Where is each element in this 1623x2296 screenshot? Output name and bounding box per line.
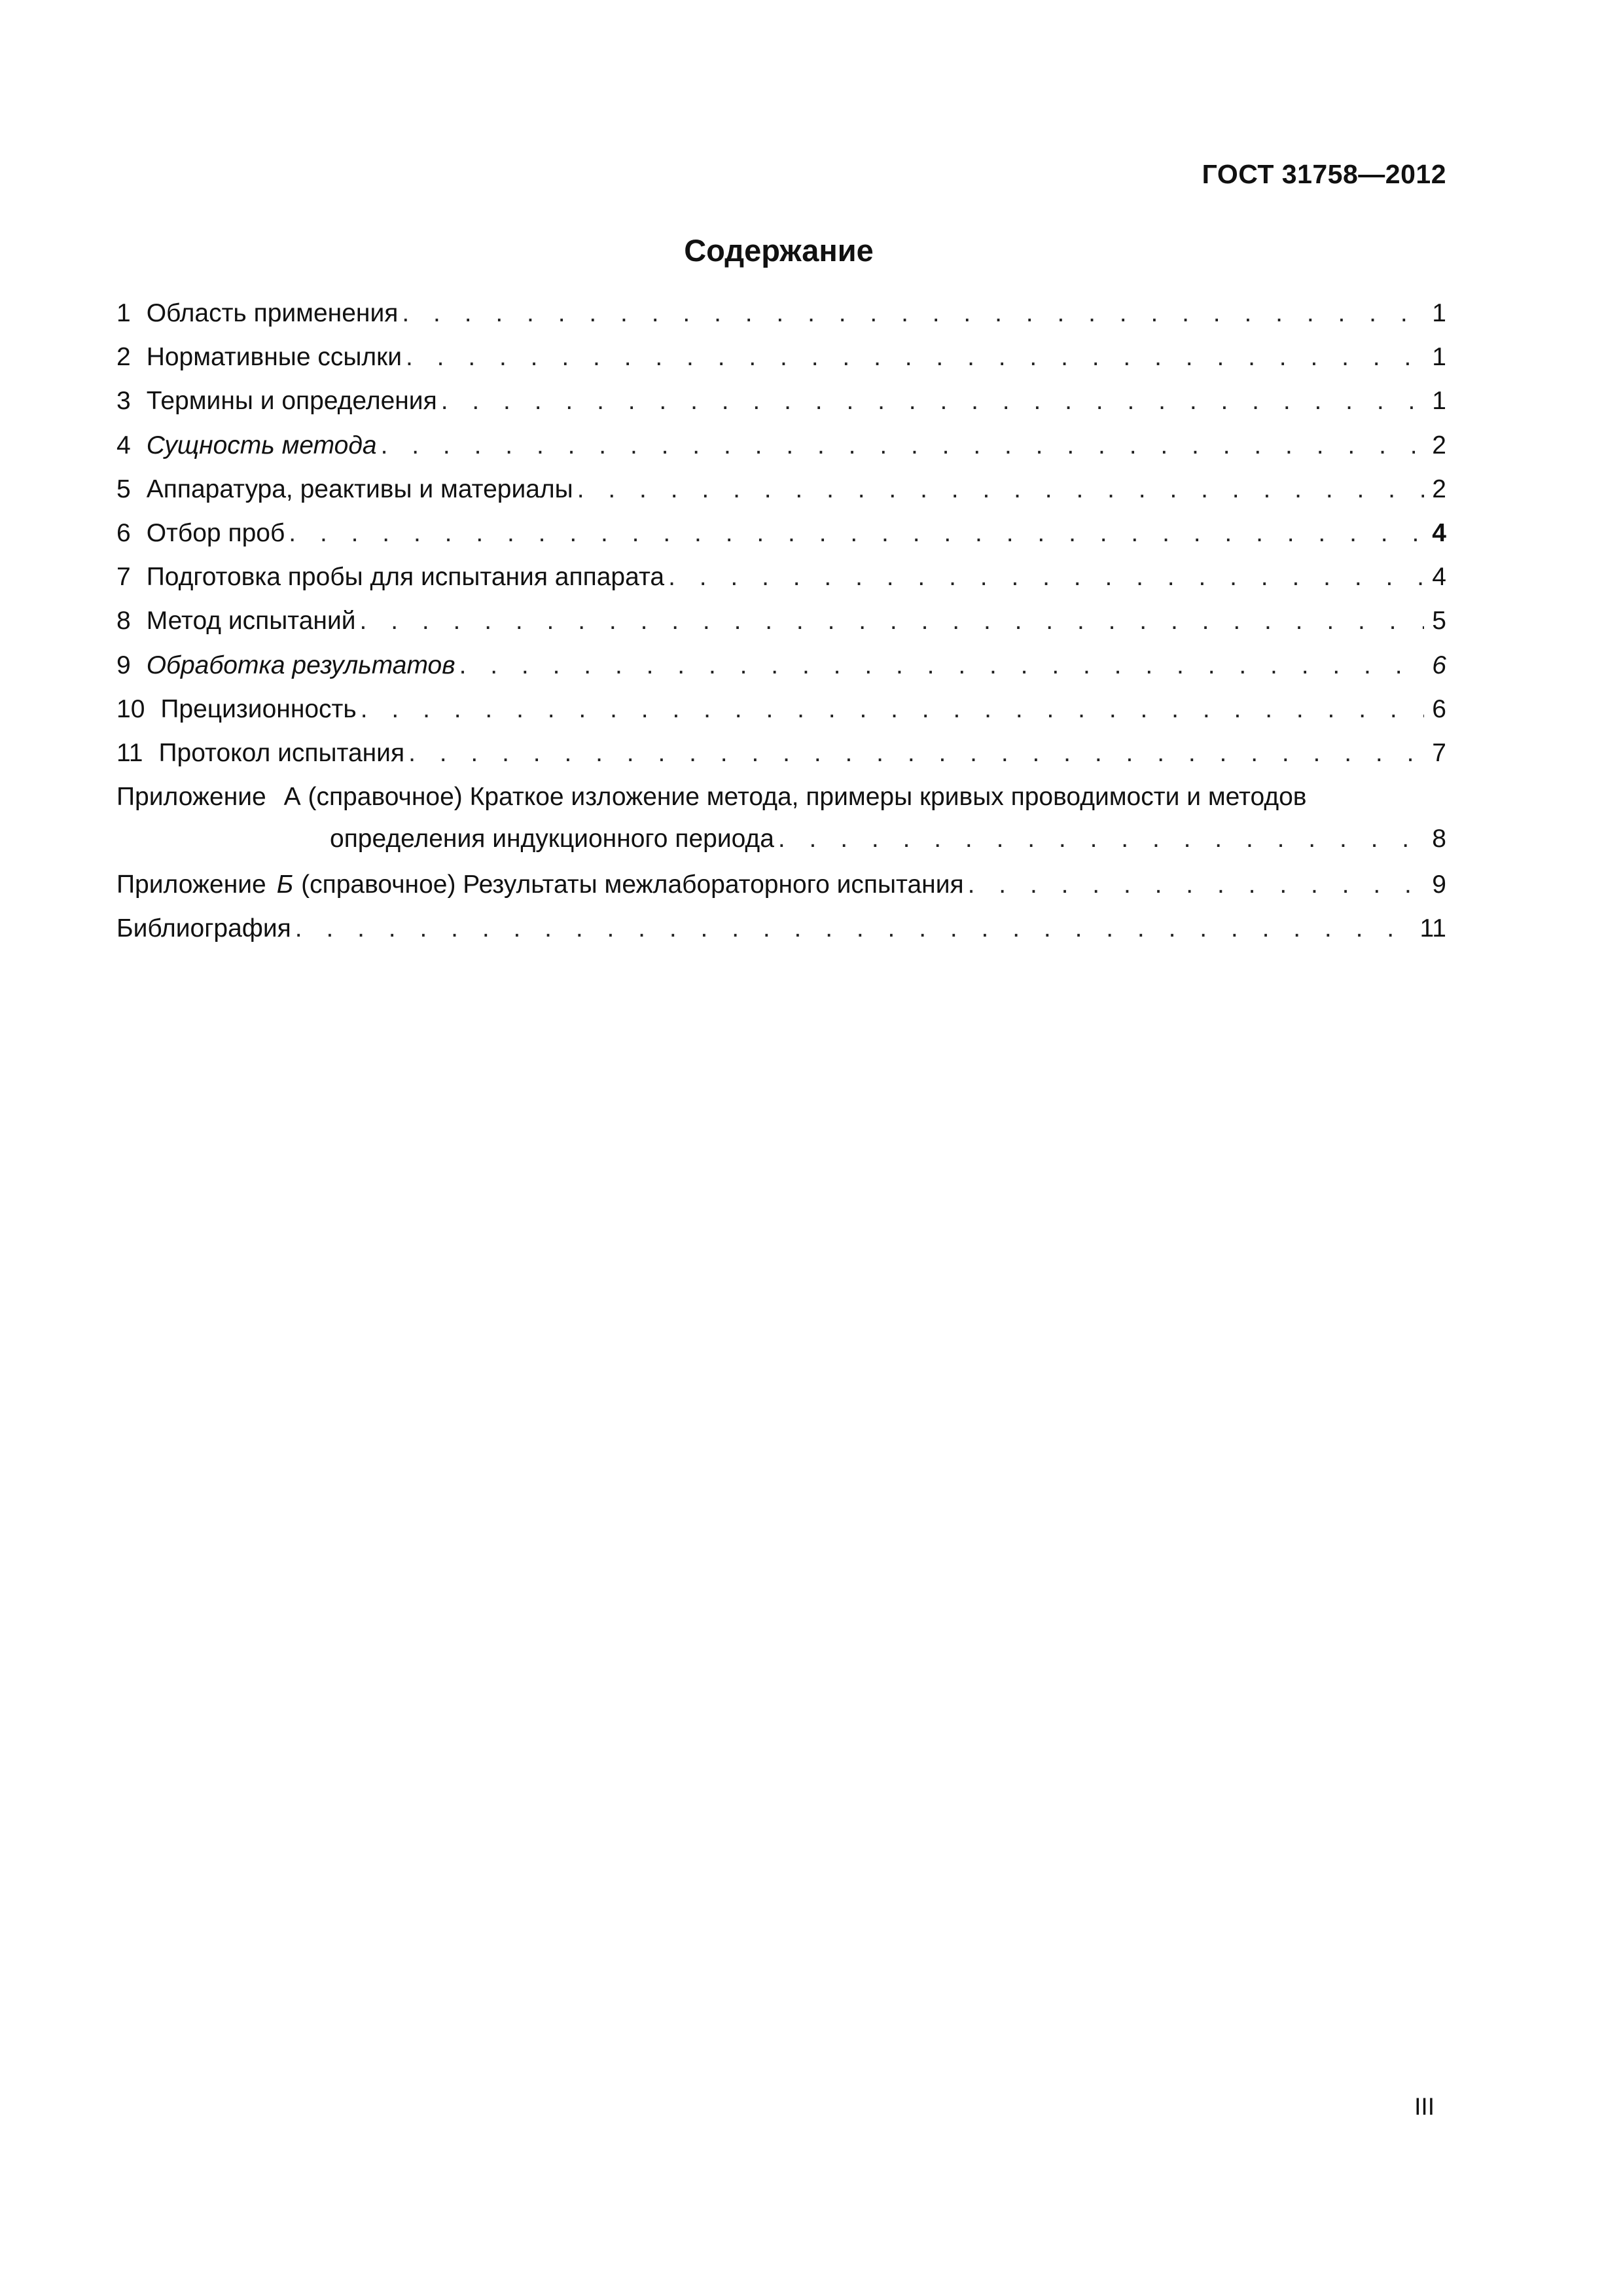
dot-leader: [441, 387, 1424, 416]
dot-leader: [668, 563, 1424, 592]
toc-entry-number: 6: [116, 518, 131, 547]
toc-entry[interactable]: [116, 431, 1446, 475]
toc-entry-number: 3: [116, 387, 131, 416]
toc-entry[interactable]: [116, 475, 1446, 519]
dot-leader: [778, 825, 1424, 853]
toc-entry[interactable]: [116, 739, 1446, 783]
annex-title-continuation: определения индукционного периода: [330, 825, 774, 853]
toc-entry-page: 8: [1432, 825, 1446, 853]
toc-entry-title: Аппаратура, реактивы и материалы: [146, 475, 573, 503]
toc-annex-a[interactable]: [116, 783, 1446, 870]
toc-entry-title: Сущность метода: [146, 431, 377, 459]
dot-leader: [968, 870, 1424, 899]
dot-leader: [406, 343, 1424, 372]
annex-letter: Б: [276, 870, 294, 899]
toc-entry-page: 4: [1432, 518, 1446, 547]
toc-entry-page: 5: [1432, 607, 1446, 636]
toc-entry-number: 7: [116, 563, 131, 592]
toc-entry-title: Область применения: [146, 299, 399, 327]
toc-entry-page: 2: [1432, 475, 1446, 503]
annex-title: (справочное) Результаты межлабораторного испытания: [301, 870, 964, 899]
annex-first-line: [116, 783, 1446, 825]
table-of-contents: [116, 299, 1446, 958]
dot-leader: [408, 739, 1424, 768]
toc-annex-b[interactable]: [116, 870, 1446, 914]
toc-entry-page: 6: [1432, 694, 1446, 723]
toc-entry-title: Обработка результатов: [146, 651, 455, 679]
toc-entry[interactable]: [116, 651, 1446, 695]
toc-entry-number: 11: [116, 738, 143, 767]
page-number: III: [1414, 2093, 1435, 2120]
toc-entry-number: 5: [116, 475, 131, 503]
toc-entry-page: 2: [1432, 431, 1446, 459]
toc-entry[interactable]: [116, 387, 1446, 431]
toc-entry-number: 4: [116, 431, 131, 459]
toc-entry-title: Нормативные ссылки: [146, 343, 402, 372]
toc-entry-page: 1: [1432, 387, 1446, 416]
toc-entry-title: Подготовка пробы для испытания аппарата: [146, 563, 665, 592]
toc-entry-number: 8: [116, 607, 131, 636]
dot-leader: [577, 475, 1424, 504]
dot-leader: [381, 431, 1424, 460]
toc-entry-number: 9: [116, 651, 131, 679]
annex-continuation-line: [116, 825, 1446, 870]
annex-letter: А: [283, 783, 301, 812]
toc-entry-title: Термины и определения: [146, 387, 437, 416]
toc-entry-page: 7: [1432, 738, 1446, 767]
annex-title: (справочное) Краткое изложение метода, примеры кривых проводимости и методов: [308, 783, 1307, 812]
annex-label: Приложение: [116, 783, 266, 812]
dot-leader: [361, 695, 1424, 724]
toc-entry-page: 4: [1432, 563, 1446, 592]
dot-leader: [360, 607, 1424, 636]
toc-entry-number: 10: [116, 694, 145, 723]
bibliography-title: Библиография: [116, 914, 291, 943]
dot-leader: [289, 519, 1424, 548]
toc-entry-title: Прецизионность: [160, 694, 357, 723]
dot-leader: [295, 914, 1414, 943]
toc-entry-page: 1: [1432, 343, 1446, 372]
dot-leader: [459, 651, 1424, 680]
annex-label: Приложение: [116, 870, 266, 899]
toc-entry-title: Отбор проб: [146, 518, 285, 547]
toc-bibliography[interactable]: [116, 914, 1446, 958]
toc-entry[interactable]: [116, 607, 1446, 651]
toc-entry-title: Метод испытаний: [146, 607, 356, 636]
toc-title: Содержание: [684, 233, 874, 268]
toc-entry-page: 1: [1432, 299, 1446, 327]
toc-entry[interactable]: [116, 563, 1446, 607]
toc-entry[interactable]: [116, 343, 1446, 387]
dot-leader: [402, 299, 1424, 328]
toc-entry-page: 11: [1419, 914, 1446, 943]
toc-entry[interactable]: [116, 695, 1446, 739]
toc-entry[interactable]: [116, 299, 1446, 343]
toc-entry-number: 2: [116, 343, 131, 372]
document-designation: ГОСТ 31758—2012: [1202, 159, 1446, 189]
toc-entry-number: 1: [116, 299, 131, 327]
toc-entry-page: 6: [1432, 651, 1446, 679]
toc-entry[interactable]: [116, 519, 1446, 563]
toc-entry-page: 9: [1432, 870, 1446, 899]
toc-entry-title: Протокол испытания: [158, 738, 405, 767]
